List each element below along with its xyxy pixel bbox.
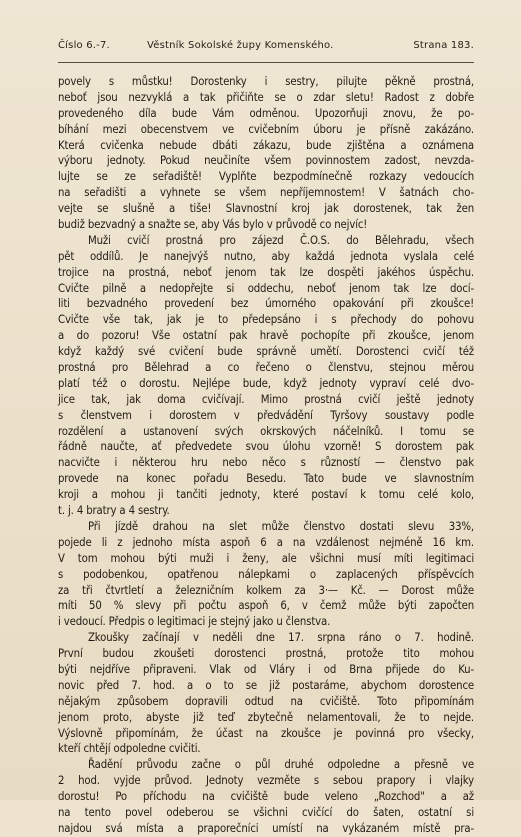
text-line: na seřadišti a vyhnete se všem nepříjemnostem! V šatnách cho- — [58, 186, 474, 200]
text-line: s podobenkou, opatřenou nálepkami o zaplacených příspěvcích — [58, 567, 474, 581]
text-line: na tento povel odeberou se všichni cvičící do šaten, ostatní si — [58, 805, 474, 819]
text-line: býti nejdříve připraveni. Vlak od Vláry i od Brna přijede do Ku- — [58, 662, 474, 676]
text-line: kteří chtějí odpoledne cvičiti. — [58, 742, 201, 756]
text-line: budiž bezvadný a snažte se, aby Vás bylo v průvodě co nejvíc! — [58, 218, 368, 232]
text-line: Cvičte vše tak, jak je to předepsáno i s přechody do pohovu — [58, 313, 474, 327]
text-line: bíhání mezi obecenstvem ve cvičebním úboru je přísně zakázáno. — [58, 122, 474, 136]
text-line: Výslovně připomínám, že účast na zkoušce je povinná pro všecky, — [58, 726, 474, 740]
text-line: prostná pro Bělehrad a co řečeno o členstvu, stejnou měrou — [58, 361, 474, 375]
text-line: provede na konec pořadu Besedu. Tato bude ve slavnostním — [58, 472, 474, 486]
text-line: dorostu! Po příchodu na cvičiště bude veleno „Rozchod" a až — [58, 790, 474, 804]
text-line: pojede li z jednoho místa aspoň 6 a na vzdálenost nejméně 16 km. — [58, 535, 474, 549]
text-line: liti bezvadného provedení bez úmorného opakování při zkoušce! — [58, 297, 474, 311]
text-line: pět oddílů. Je nanejvýš nutno, aby každá jednota vyslala celé — [58, 249, 474, 263]
text-line: trojice na prostná, neboť jenom tak lze dospěti jakéhos úspěchu. — [58, 265, 474, 279]
text-line: míti 50 % slevy při počtu aspoň 6, v čemž může býti započten — [58, 599, 474, 613]
text-line: neboť jsou nezvyklá a tak přičiňte se o zdar sletu! Radost z dobře — [58, 90, 474, 104]
text-line: Muži cvičí prostná pro zájezd Č.O.S. do Bělehradu, všech — [88, 233, 474, 247]
text-line: Cvičte pilně a nedopřejte si oddechu, neboť jenom tak lze docí- — [58, 281, 474, 295]
text-line: když každý své cvičení bude správně umětí. Dorostenci cvičí též — [58, 345, 474, 359]
page-header — [58, 40, 474, 60]
text-line: Zkoušky začínají v neděli dne 17. srpna ráno o 7. hodině. — [88, 631, 474, 645]
text-line: platí též o dorostu. Nejlépe bude, když jednoty vypraví celé dvo- — [58, 376, 474, 390]
text-line: t. j. 4 bratry a 4 sestry. — [58, 504, 170, 518]
text-line: s členstvem i dorostem v předvádění Tyršovy soustavy podle — [58, 408, 474, 422]
text-line: povely s můstku! Dorostenky i sestry, pilujte pěkně prostná, — [58, 75, 474, 88]
text-line: vejte se slušně a tiše! Slavnostní kroj jak dorostenek, tak žen — [58, 202, 474, 216]
issue-number: Číslo 6.-7. — [58, 40, 110, 51]
text-line: V tom mohou býti muži i ženy, ale všichni musí míti legitimaci — [58, 551, 474, 565]
text-line: jice tak, jak doma cvičívají. Mimo prostná cvičí ještě jednoty — [58, 392, 474, 406]
text-line: Při jízdě drahou na slet může členstvo dostati slevu 33%, — [88, 519, 474, 533]
text-line: Která cvičenka nebude dbáti zákazu, bude zjištěna a oznámena — [58, 138, 474, 152]
text-line: i vedoucí. Předpis o legitimaci je stejný jako u členstva. — [58, 615, 331, 629]
page-number: Strana 183. — [413, 40, 474, 51]
text-line: kroji a mohou ji tančiti jednoty, které postaví k tomu celé kolo, — [58, 488, 474, 502]
text-line: za tři čtvrtletí a železničním kolkem za 3·— Kč. — Dorost může — [58, 583, 474, 597]
text-line: nacvičte i některou hru nebo něco s růzností — členstvo pak — [58, 456, 474, 470]
text-line: lujte se ze seřadiště! Vyplňte bezpodmínečně rozkazy vedoucích — [58, 170, 474, 184]
text-line: Řadění průvodu začne o půl druhé odpoledne a přesně ve — [88, 758, 474, 772]
text-line: 2 hod. vyjde průvod. Jednoty vezměte s sebou prapory i vlajky — [58, 774, 474, 788]
publication-title: Věstník Sokolské župy Komenského. — [147, 40, 334, 51]
body-text — [58, 74, 474, 835]
text-line: a do pozoru! Vše ostatní pak hravě pochopíte při zkoušce, jenom — [58, 329, 474, 343]
text-line: řádně naučte, ať předvedete svou úlohu vzorně! S dorostem pak — [58, 440, 474, 454]
text-line: provedeného díla bude Vám odměnou. Upozorňuji znovu, že po- — [58, 106, 474, 120]
text-line: nějakým způsobem dopravili odtud na cvičiště. Toto připomínám — [58, 694, 474, 708]
text-line: rozdělení a ustanovení svých okrskových náčelníků. I tomu se — [58, 424, 474, 438]
text-line: První budou zkoušeti dorostenci prostná, protože tito mohou — [58, 647, 474, 661]
text-line: jenom proto, abyste již teď zbytečně nelamentovali, že to nejde. — [58, 710, 474, 724]
text-line: novic před 7. hod. a o to se již postaráme, abychom dorostence — [58, 678, 474, 692]
header-rule — [58, 62, 474, 63]
text-line: najdou svá místa a praporečníci umístí na vykázaném místě pra- — [58, 821, 474, 835]
text-line: výboru jednoty. Pokud neučiníte všem povinnostem zadost, nevzda- — [58, 154, 474, 168]
